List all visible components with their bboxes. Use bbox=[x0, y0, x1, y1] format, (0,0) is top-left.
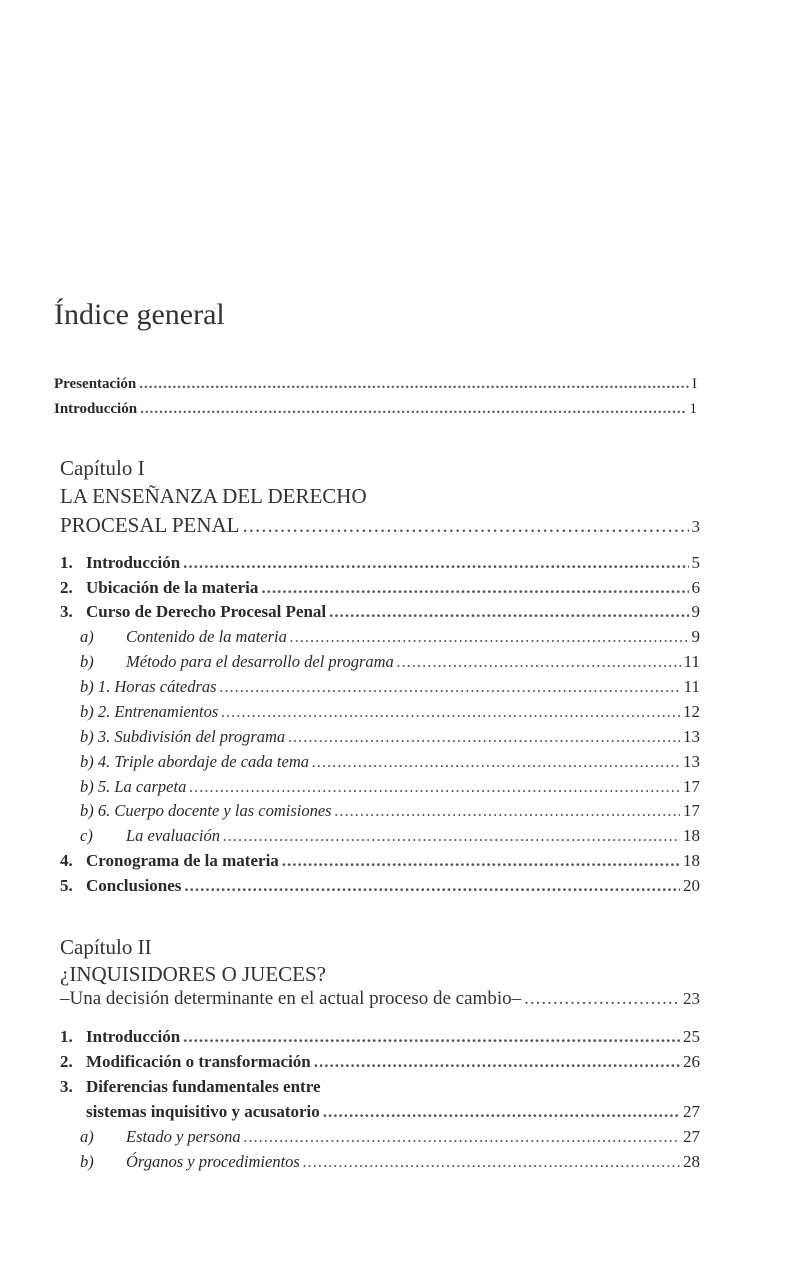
toc-subsection-a[interactable]: a) Contenido de la materia ..... 9 bbox=[80, 627, 700, 647]
toc-section-1-1[interactable]: 1. Introducción ..... 5 bbox=[60, 553, 700, 573]
toc-section-2-1[interactable]: 1. Introducción ..... 25 bbox=[60, 1027, 700, 1047]
toc-subsection-b2[interactable]: b) 2. Entrenamientos ..... 12 bbox=[80, 702, 700, 722]
chapter-1-number: Capítulo I bbox=[60, 456, 145, 480]
chapter-1-title-entry[interactable]: PROCESAL PENAL ..... 3 bbox=[60, 513, 700, 538]
toc-section-2-3[interactable]: sistemas inquisitivo y acusatorio ..... 27 bbox=[86, 1102, 700, 1122]
chapter-1-title-line1: LA ENSEÑANZA DEL DERECHO bbox=[60, 484, 367, 508]
toc-subsection-c[interactable]: c) La evaluación ..... 18 bbox=[80, 826, 700, 846]
toc-entry-introduccion[interactable]: Introducción ..... 1 bbox=[54, 401, 697, 418]
toc-subsection-b1[interactable]: b) 1. Horas cátedras ..... 11 bbox=[80, 677, 700, 697]
toc-section-2-3-line1[interactable]: 3. Diferencias fundamentales entre bbox=[60, 1077, 321, 1096]
toc-subsection-b4[interactable]: b) 4. Triple abordaje de cada tema ..... 13 bbox=[80, 752, 700, 772]
toc-entry-presentacion[interactable]: Presentación ..... I bbox=[54, 376, 697, 393]
toc-subsection-b[interactable]: b) Método para el desarrollo del programa ..... 11 bbox=[80, 652, 700, 672]
toc-subsection-b5[interactable]: b) 5. La carpeta ..... 17 bbox=[80, 777, 700, 797]
toc-subsection-b3[interactable]: b) 3. Subdivisión del programa ..... 13 bbox=[80, 727, 700, 747]
toc-section-1-3[interactable]: 3. Curso de Derecho Procesal Penal ..... 9 bbox=[60, 602, 700, 622]
toc-section-1-2[interactable]: 2. Ubicación de la materia ..... 6 bbox=[60, 578, 700, 598]
toc-section-1-4[interactable]: 4. Cronograma de la materia ..... 18 bbox=[60, 851, 700, 871]
toc-subsection-2-a[interactable]: a) Estado y persona ..... 27 bbox=[80, 1127, 700, 1147]
chapter-2-title-entry[interactable]: –Una decisión determinante en el actual proceso de cambio– ..... 23 bbox=[60, 988, 700, 1010]
toc-section-2-2[interactable]: 2. Modificación o transformación ..... 26 bbox=[60, 1052, 700, 1072]
chapter-2-number: Capítulo II bbox=[60, 935, 152, 959]
toc-subsection-b6[interactable]: b) 6. Cuerpo docente y las comisiones ..... 17 bbox=[80, 801, 700, 821]
toc-section-1-5[interactable]: 5. Conclusiones ..... 20 bbox=[60, 876, 700, 896]
chapter-2-title-line1: ¿INQUISIDORES O JUECES? bbox=[60, 962, 326, 986]
page-title: Índice general bbox=[54, 298, 225, 331]
toc-subsection-2-b[interactable]: b) Órganos y procedimientos ..... 28 bbox=[80, 1152, 700, 1172]
